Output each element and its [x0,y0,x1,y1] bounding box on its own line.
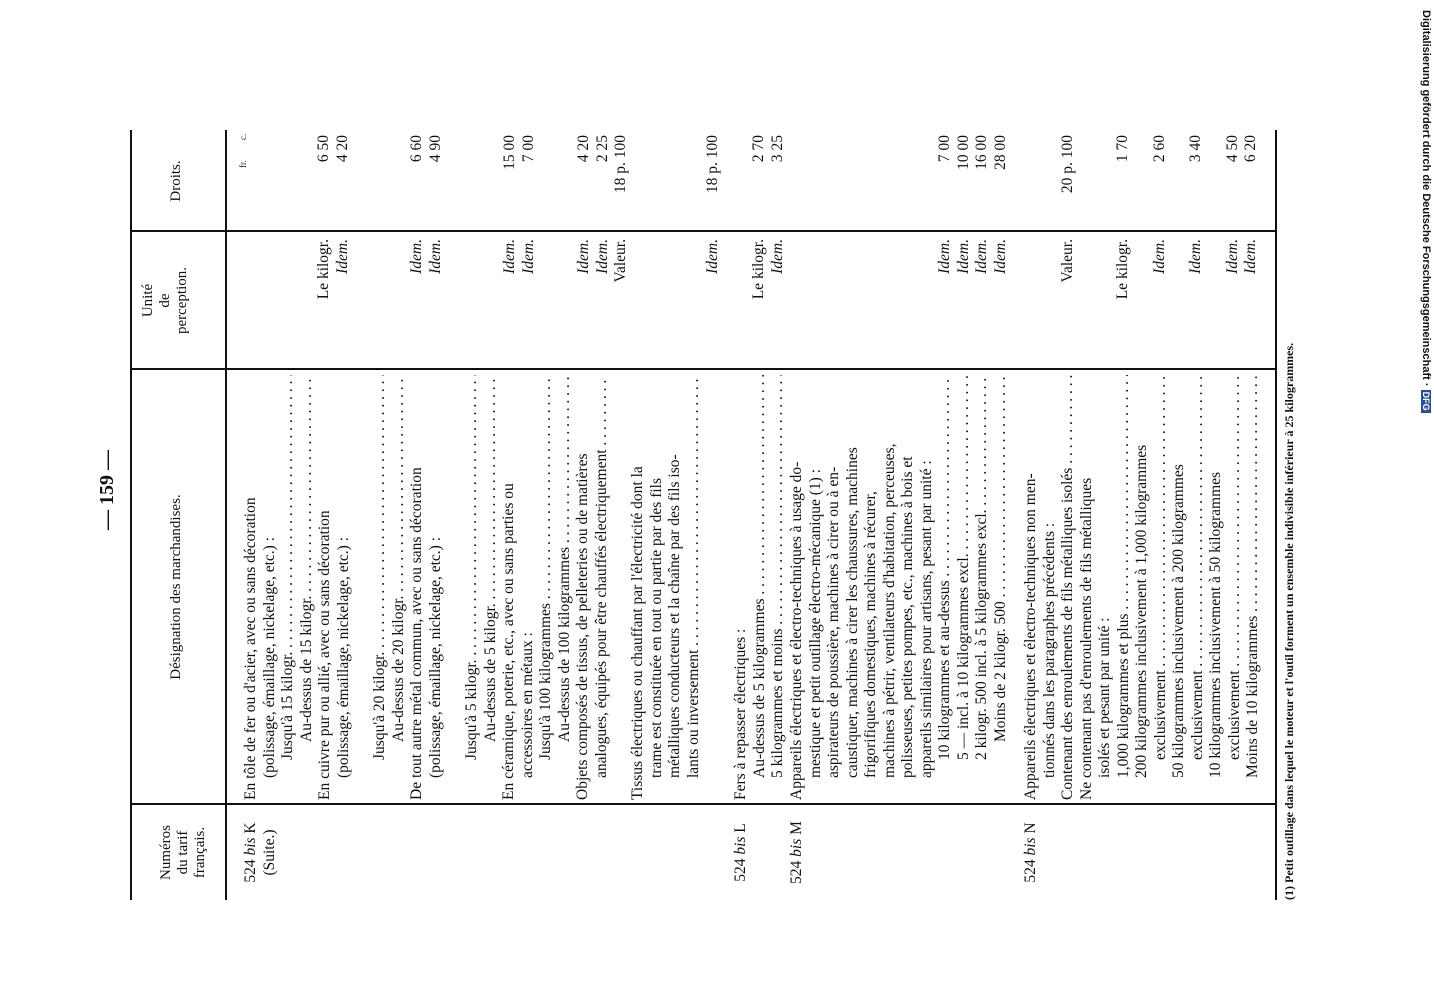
designation-line: Au-dessus de 5 kilogr. . . . [482,375,501,800]
designation-line: Jusqu'à 100 kilogrammes . . . [537,375,556,800]
designation-line: frigorifiques domestiques, machines à récurer, [862,491,879,778]
header-numeros: Numéros du tarif français. [158,825,208,880]
col-rule-1 [130,804,1275,806]
rotated-page [96,100,1296,900]
designation-line: Fers à repasser électriques : [732,628,749,800]
designation-line: 10 kilogrammes et au-dessus . . . [936,375,955,800]
top-rule [130,130,132,900]
designation-line: 50 kilogrammes inclusivement à 200 kilogrammes [1170,464,1187,778]
currency-fr: fr. [238,160,248,168]
unit-cell: Le kilogr. Idem. Idem. Idem. Idem. [1114,239,1259,300]
unit-cell: Idem. Idem. [408,239,444,274]
designation-line: exclusivement . . . [1152,375,1171,800]
designation-line: Moins de 2 kilogr. 500 . . . [992,375,1011,800]
unit-cell: Idem. Idem. Valeur. [575,239,629,283]
designation-line: Jusqu'à 5 kilogr. . . . [463,375,482,800]
designation-line: Moins de 10 kilogrammes . . . [1244,375,1263,800]
designation-line: En cuivre pur ou allié, avec ou sans décoration [316,510,333,800]
header-droits: Droits. [168,160,184,202]
unit-cell: Idem. [704,239,721,274]
unit-cell: Valeur. [1059,239,1076,283]
unit-cell: Idem. Idem. Idem. Idem. [936,239,1009,274]
designation-line: polisseuses, petites pompes, etc., machines à bois et [899,456,916,778]
designation-line: lants ou inversement . . . [685,375,704,800]
designation-line: (polissage, émaillage, nickelage, etc.) : [426,536,444,778]
page-number: — 159 — [96,450,118,530]
duty-cell: 6 60 4 90 [408,135,444,163]
designation-line: Tissus électriques ou chauffant par l'électricité dont la [629,466,646,800]
designation-line: caustiquer, machines à cirer les chaussures, machines [843,447,861,778]
designation-line: machines à pétrir, ventilateurs d'habitation, perceuses, [880,443,898,778]
watermark [1418,10,1434,411]
designation-line: 2 kilogr. 500 incl. à 5 kilogrammes excl. . . . [973,375,992,800]
designation-line: Appareils électriques et électro-techniques non men- [1022,473,1039,800]
designation-block-l [732,375,788,800]
designation-line: En céramique, poterie, etc., avec ou sans parties ou [500,483,517,800]
unit-cell: Le kilogr. Idem. [315,239,351,300]
designation-line: isolés et pesant par unité : [1096,617,1113,778]
duty-cell: 18 p. 100 [704,135,721,194]
unit-cell: Idem. Idem. [501,239,537,274]
designation-line: (polissage, émaillage, nickelage, etc.) : [260,536,278,778]
designation-line: Au-dessus de 100 kilogrammes . . . [556,375,575,800]
designation-line: 5 kilogrammes et moins . . . [769,375,788,800]
col-rule-3 [130,231,1275,233]
designation-line: 10 kilogrammes inclusivement à 50 kilogrammes [1207,471,1224,778]
designation-line: Jusqu'à 20 kilogr. . . . [371,375,390,800]
watermark-text: Digitalisierung gefördert durch die Deutsche Forschungsgemeinschaft · [1420,10,1432,387]
designation-line: métalliques conducteurs et la chaîne par des fils iso- [666,454,683,778]
duty-cell: 2 70 3 25 [750,135,786,163]
header-rule [225,130,227,900]
header-unite: Unité de perception. [140,266,190,335]
col-rule-2 [130,369,1275,371]
designation-line: exclusivement . . . [1226,375,1245,800]
designation-line: exclusivement . . . [1189,375,1208,800]
duty-cell: 1 70 2 60 3 40 4 50 6 20 [1114,135,1259,163]
designation-line: Objets composés de tissus, de pelleteries ou de matières [574,453,591,800]
designation-line: Appareils électriques et électro-techniques à usage do- [788,461,805,800]
designation-line: Contenant des enroulements de fils métalliques isolés . . . [1059,375,1078,800]
designation-line: (polissage, émaillage, nickelage, etc.) : [334,536,352,778]
duty-cell: 6 50 4 20 [315,135,351,163]
designation-line: Jusqu'à 15 kilogr. . . . [279,375,298,800]
designation-line: Au-dessus de 5 kilogrammes . . . [751,375,770,800]
tariff-number: 524 bis M [788,821,805,884]
tariff-number: 524 bis L [732,823,749,882]
designation-line: Au-dessus de 15 kilogr. . . . [298,375,317,800]
duty-cell: 20 p. 100 [1059,135,1076,194]
designation-line: tionnés dans les paragraphes précédents : [1040,522,1058,778]
unit-cell: Le kilogr. Idem. [750,239,786,300]
designation-line: accessoires en métaux : [518,632,536,778]
designation-block-k [242,375,703,800]
designation-line: 5 — incl. à 10 kilogrammes excl. . . . [955,375,974,800]
bottom-rule [1275,130,1277,900]
designation-line: aspirateurs de poussière, machines à cirer ou à en- [825,466,842,778]
designation-line: Ne contenant pas d'enroulements de fils métalliques [1077,477,1095,800]
duty-cell: 4 20 2 25 18 p. 100 [575,135,629,194]
designation-line: 200 kilogrammes inclusivement à 1,000 kilogrammes [1133,444,1150,778]
designation-line: analogues, équipés pour être chauffés électriquement . . . [593,375,612,800]
designation-line: Au-dessus de 20 kilogr. . . . [390,375,409,800]
designation-line: De tout autre métal commun, avec ou sans décoration [408,467,425,800]
designation-block-n [1022,375,1263,800]
designation-line: trame est constituée en tout ou partie par des fils [647,477,665,778]
designation-line: mestique et petit outillage électro-mécanique (1) : [806,468,824,778]
header-designation: Désignation des marchandises. [168,494,184,680]
tariff-number: 524 bis K (Suite.) [242,822,278,883]
designation-line: En tôle de fer ou d'acier, avec ou sans décoration [242,497,259,800]
tariff-number: 524 bis N [1022,822,1039,883]
currency-c: c. [238,133,248,140]
designation-line: 1,000 kilogrammes et plus . . . [1115,375,1134,800]
duty-cell: 15 00 7 00 [501,135,537,170]
dfg-logo: DFG [1421,391,1431,411]
footnote: (1) Petit outillage dans lequel le moteur et l'outil forment un ensemble indivisible inférieur à 25 kilogrammes. [1282,342,1296,900]
designation-line: appareils similaires pour artisans, pesant par unité : [917,460,935,778]
designation-block-m [788,375,1010,800]
duty-cell: 7 00 10 00 16 00 28 00 [936,135,1009,170]
